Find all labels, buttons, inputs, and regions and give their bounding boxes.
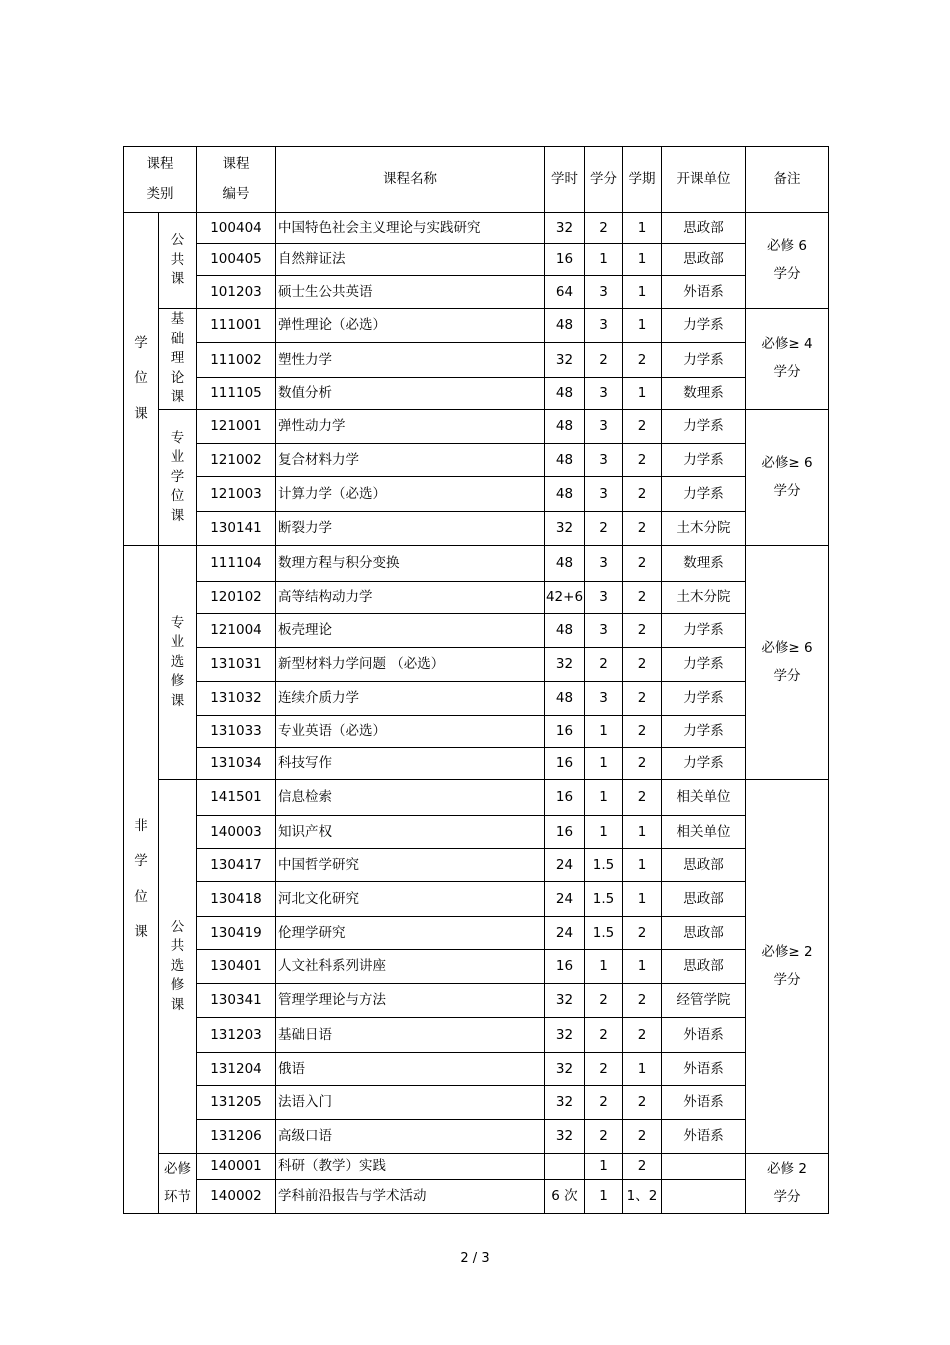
course-code: 130419 <box>197 917 276 950</box>
course-hours: 32 <box>545 1018 585 1053</box>
course-code: 111002 <box>197 343 276 378</box>
course-code: 130341 <box>197 984 276 1018</box>
course-credits: 1.5 <box>585 849 623 882</box>
table-row <box>124 477 829 512</box>
course-hours <box>545 1154 585 1180</box>
course-unit: 思政部 <box>662 849 746 882</box>
course-name: 硕士生公共英语 <box>276 276 545 309</box>
subcategory-major-degree: 专 业 学 位 课 <box>159 410 197 546</box>
course-hours: 48 <box>545 309 585 343</box>
course-unit: 土木分院 <box>662 582 746 614</box>
category-non-degree: 非 学 位 课 <box>124 546 159 1214</box>
note-basic-theory: 必修≥ 4 学分 <box>746 309 829 410</box>
course-hours: 24 <box>545 849 585 882</box>
course-hours: 32 <box>545 984 585 1018</box>
course-code: 111001 <box>197 309 276 343</box>
course-code: 100405 <box>197 244 276 276</box>
course-hours: 48 <box>545 378 585 410</box>
course-code: 130141 <box>197 512 276 546</box>
course-hours: 32 <box>545 1086 585 1120</box>
header-hours: 学时 <box>545 147 585 213</box>
course-term: 2 <box>623 1154 662 1180</box>
table-row <box>124 309 829 343</box>
header-note: 备注 <box>746 147 829 213</box>
course-name: 中国特色社会主义理论与实践研究 <box>276 213 545 244</box>
course-name: 数理方程与积分变换 <box>276 546 545 582</box>
course-credits: 1 <box>585 816 623 849</box>
table-row <box>124 682 829 716</box>
course-term: 1 <box>623 816 662 849</box>
course-code: 111104 <box>197 546 276 582</box>
course-term: 1 <box>623 882 662 917</box>
course-credits: 2 <box>585 1120 623 1154</box>
course-name: 弹性动力学 <box>276 410 545 444</box>
course-hours: 48 <box>545 477 585 512</box>
course-unit: 数理系 <box>662 546 746 582</box>
table-row <box>124 410 829 444</box>
table-row <box>124 1180 829 1214</box>
table-row <box>124 716 829 748</box>
course-term: 1 <box>623 950 662 984</box>
course-name: 板壳理论 <box>276 614 545 648</box>
course-unit: 思政部 <box>662 244 746 276</box>
header-code: 课程 编号 <box>197 147 276 213</box>
course-name: 信息检索 <box>276 780 545 816</box>
course-unit: 思政部 <box>662 950 746 984</box>
course-term: 2 <box>623 1120 662 1154</box>
course-unit: 思政部 <box>662 882 746 917</box>
table-row <box>124 1053 829 1086</box>
table-row <box>124 343 829 378</box>
table-row <box>124 244 829 276</box>
course-term: 2 <box>623 648 662 682</box>
note-major-degree: 必修≥ 6 学分 <box>746 410 829 546</box>
course-name: 科技写作 <box>276 748 545 780</box>
course-name: 塑性力学 <box>276 343 545 378</box>
subcategory-public: 公 共 课 <box>159 213 197 309</box>
course-hours: 16 <box>545 780 585 816</box>
course-hours: 32 <box>545 1120 585 1154</box>
course-term: 2 <box>623 917 662 950</box>
note-major-elective: 必修≥ 6 学分 <box>746 546 829 780</box>
course-credits: 1.5 <box>585 917 623 950</box>
course-name: 高级口语 <box>276 1120 545 1154</box>
course-credits: 2 <box>585 213 623 244</box>
course-unit: 力学系 <box>662 716 746 748</box>
course-hours: 32 <box>545 343 585 378</box>
table-row <box>124 614 829 648</box>
course-credits: 1 <box>585 1154 623 1180</box>
course-name: 自然辩证法 <box>276 244 545 276</box>
course-code: 111105 <box>197 378 276 410</box>
course-term: 2 <box>623 512 662 546</box>
course-unit: 外语系 <box>662 1086 746 1120</box>
course-code: 121004 <box>197 614 276 648</box>
course-code: 100404 <box>197 213 276 244</box>
course-term: 1 <box>623 309 662 343</box>
course-code: 130401 <box>197 950 276 984</box>
course-credits: 3 <box>585 309 623 343</box>
course-code: 101203 <box>197 276 276 309</box>
course-name: 人文社科系列讲座 <box>276 950 545 984</box>
note-public: 必修 6 学分 <box>746 213 829 309</box>
course-code: 121003 <box>197 477 276 512</box>
course-credits: 2 <box>585 1053 623 1086</box>
category-degree: 学 位 课 <box>124 213 159 546</box>
course-unit <box>662 1180 746 1214</box>
header-term: 学期 <box>623 147 662 213</box>
course-code: 141501 <box>197 780 276 816</box>
course-unit: 力学系 <box>662 309 746 343</box>
course-name: 管理学理论与方法 <box>276 984 545 1018</box>
course-credits: 1 <box>585 716 623 748</box>
course-name: 基础日语 <box>276 1018 545 1053</box>
course-table <box>123 146 829 1214</box>
subcategory-public-elective: 公 共 选 修 课 <box>159 780 197 1154</box>
course-term: 2 <box>623 546 662 582</box>
course-term: 2 <box>623 444 662 477</box>
table-row <box>124 512 829 546</box>
header-name: 课程名称 <box>276 147 545 213</box>
course-hours: 24 <box>545 917 585 950</box>
course-name: 法语入门 <box>276 1086 545 1120</box>
course-name: 河北文化研究 <box>276 882 545 917</box>
course-credits: 3 <box>585 582 623 614</box>
course-term: 2 <box>623 682 662 716</box>
course-hours: 32 <box>545 512 585 546</box>
course-credits: 3 <box>585 546 623 582</box>
course-name: 专业英语（必选） <box>276 716 545 748</box>
course-unit: 外语系 <box>662 276 746 309</box>
course-unit: 相关单位 <box>662 816 746 849</box>
course-name: 新型材料力学问题 （必选） <box>276 648 545 682</box>
course-name: 伦理学研究 <box>276 917 545 950</box>
course-credits: 2 <box>585 512 623 546</box>
subcategory-basic-theory: 基 础 理 论 课 <box>159 309 197 410</box>
course-term: 2 <box>623 716 662 748</box>
course-credits: 3 <box>585 444 623 477</box>
course-unit: 外语系 <box>662 1053 746 1086</box>
course-term: 2 <box>623 614 662 648</box>
course-name: 高等结构动力学 <box>276 582 545 614</box>
course-unit: 力学系 <box>662 748 746 780</box>
course-code: 131203 <box>197 1018 276 1053</box>
table-row <box>124 984 829 1018</box>
course-unit: 数理系 <box>662 378 746 410</box>
course-code: 131205 <box>197 1086 276 1120</box>
course-unit: 力学系 <box>662 410 746 444</box>
course-term: 2 <box>623 984 662 1018</box>
course-term: 1 <box>623 276 662 309</box>
course-credits: 1 <box>585 950 623 984</box>
course-term: 1 <box>623 244 662 276</box>
course-code: 131032 <box>197 682 276 716</box>
course-code: 140002 <box>197 1180 276 1214</box>
course-credits: 3 <box>585 614 623 648</box>
table-row <box>124 1018 829 1053</box>
table-row <box>124 917 829 950</box>
course-term: 2 <box>623 780 662 816</box>
course-unit: 思政部 <box>662 213 746 244</box>
course-hours: 6 次 <box>545 1180 585 1214</box>
course-name: 计算力学（必选） <box>276 477 545 512</box>
course-name: 学科前沿报告与学术活动 <box>276 1180 545 1214</box>
table-row <box>124 849 829 882</box>
course-unit: 力学系 <box>662 444 746 477</box>
course-unit: 外语系 <box>662 1120 746 1154</box>
page-number: 2 / 3 <box>460 1251 490 1266</box>
course-unit: 力学系 <box>662 343 746 378</box>
course-code: 131031 <box>197 648 276 682</box>
course-code: 120102 <box>197 582 276 614</box>
course-credits: 2 <box>585 343 623 378</box>
course-code: 121001 <box>197 410 276 444</box>
course-term: 2 <box>623 582 662 614</box>
course-code: 131204 <box>197 1053 276 1086</box>
course-code: 130417 <box>197 849 276 882</box>
table-row <box>124 546 829 582</box>
course-name: 数值分析 <box>276 378 545 410</box>
course-term: 2 <box>623 410 662 444</box>
course-credits: 2 <box>585 984 623 1018</box>
header-row <box>124 147 829 213</box>
course-name: 知识产权 <box>276 816 545 849</box>
course-hours: 32 <box>545 1053 585 1086</box>
course-credits: 2 <box>585 648 623 682</box>
course-unit <box>662 1154 746 1180</box>
course-unit: 力学系 <box>662 648 746 682</box>
course-code: 130418 <box>197 882 276 917</box>
table-row <box>124 780 829 816</box>
course-hours: 16 <box>545 816 585 849</box>
course-name: 复合材料力学 <box>276 444 545 477</box>
table-row <box>124 582 829 614</box>
course-hours: 16 <box>545 244 585 276</box>
course-credits: 3 <box>585 477 623 512</box>
table-row <box>124 950 829 984</box>
course-code: 140001 <box>197 1154 276 1180</box>
course-hours: 48 <box>545 444 585 477</box>
course-credits: 2 <box>585 1018 623 1053</box>
subcategory-required-link: 必修 环节 <box>159 1154 197 1214</box>
course-code: 131034 <box>197 748 276 780</box>
course-unit: 力学系 <box>662 477 746 512</box>
course-credits: 3 <box>585 378 623 410</box>
course-name: 弹性理论（必选） <box>276 309 545 343</box>
course-term: 2 <box>623 1018 662 1053</box>
course-unit: 外语系 <box>662 1018 746 1053</box>
note-public-elective: 必修≥ 2 学分 <box>746 780 829 1154</box>
course-hours: 42+6 <box>545 582 585 614</box>
table-row <box>124 648 829 682</box>
table-row <box>124 748 829 780</box>
course-hours: 32 <box>545 648 585 682</box>
course-term: 2 <box>623 477 662 512</box>
table-row <box>124 1120 829 1154</box>
course-name: 连续介质力学 <box>276 682 545 716</box>
table-row <box>124 882 829 917</box>
header-category: 课程 类别 <box>124 147 197 213</box>
course-credits: 2 <box>585 1086 623 1120</box>
course-hours: 48 <box>545 682 585 716</box>
course-credits: 3 <box>585 682 623 716</box>
course-term: 1 <box>623 378 662 410</box>
course-code: 131033 <box>197 716 276 748</box>
course-credits: 1 <box>585 244 623 276</box>
course-credits: 1 <box>585 748 623 780</box>
subcategory-major-elective: 专 业 选 修 课 <box>159 546 197 780</box>
table-row <box>124 1154 829 1180</box>
table-row <box>124 444 829 477</box>
course-code: 121002 <box>197 444 276 477</box>
course-unit: 力学系 <box>662 682 746 716</box>
course-credits: 3 <box>585 410 623 444</box>
course-hours: 64 <box>545 276 585 309</box>
table-row <box>124 213 829 244</box>
table-row <box>124 816 829 849</box>
course-unit: 力学系 <box>662 614 746 648</box>
course-term: 1 <box>623 1053 662 1086</box>
course-name: 断裂力学 <box>276 512 545 546</box>
course-name: 俄语 <box>276 1053 545 1086</box>
course-name: 中国哲学研究 <box>276 849 545 882</box>
table-row <box>124 276 829 309</box>
header-credits: 学分 <box>585 147 623 213</box>
course-hours: 48 <box>545 410 585 444</box>
table-row <box>124 1086 829 1120</box>
course-term: 1 <box>623 849 662 882</box>
note-required-link: 必修 2 学分 <box>746 1154 829 1214</box>
course-unit: 思政部 <box>662 917 746 950</box>
course-credits: 1.5 <box>585 882 623 917</box>
course-hours: 32 <box>545 213 585 244</box>
course-unit: 经管学院 <box>662 984 746 1018</box>
course-code: 140003 <box>197 816 276 849</box>
course-term: 2 <box>623 1086 662 1120</box>
course-hours: 16 <box>545 716 585 748</box>
course-credits: 1 <box>585 780 623 816</box>
course-term: 2 <box>623 343 662 378</box>
course-hours: 24 <box>545 882 585 917</box>
course-unit: 相关单位 <box>662 780 746 816</box>
header-unit: 开课单位 <box>662 147 746 213</box>
course-term: 1 <box>623 213 662 244</box>
table-row <box>124 378 829 410</box>
course-hours: 16 <box>545 748 585 780</box>
course-term: 2 <box>623 748 662 780</box>
course-unit: 土木分院 <box>662 512 746 546</box>
course-hours: 16 <box>545 950 585 984</box>
course-term: 1、2 <box>623 1180 662 1214</box>
course-name: 科研（教学）实践 <box>276 1154 545 1180</box>
course-code: 131206 <box>197 1120 276 1154</box>
course-hours: 48 <box>545 614 585 648</box>
course-credits: 1 <box>585 1180 623 1214</box>
course-credits: 3 <box>585 276 623 309</box>
course-hours: 48 <box>545 546 585 582</box>
